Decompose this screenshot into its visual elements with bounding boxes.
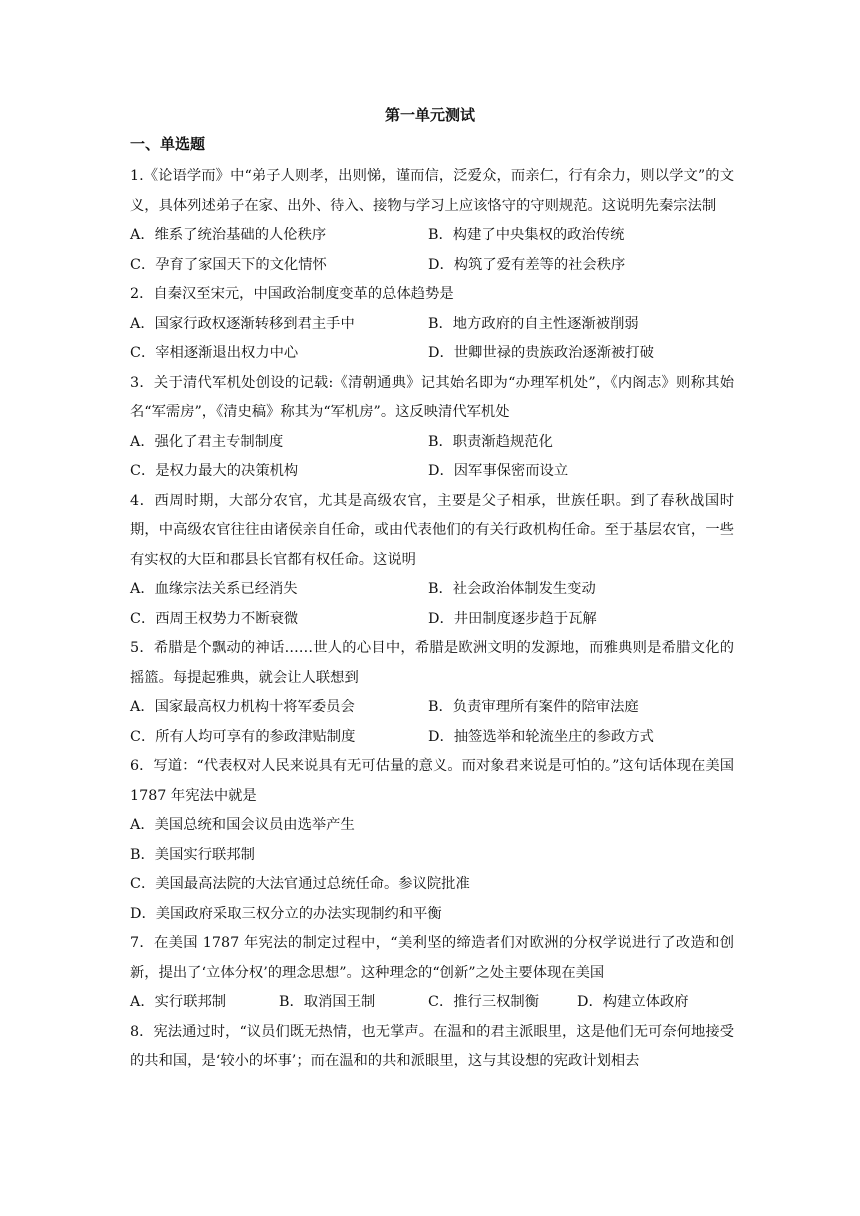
- option-c[interactable]: C．所有人均可享有的参政津贴制度: [130, 728, 356, 745]
- option-a[interactable]: A．强化了君主专制制度: [130, 433, 284, 450]
- question-stem: 6．写道：“代表权对人民来说具有无可估量的意义。而对象君来说是可怕的。”这句话体现在美国 1787 年宪法中就是: [130, 758, 734, 804]
- question-stem: 3．关于清代军机处创设的记载:《清朝通典》记其始名即为“办理军机处”，《内阁志》则称其始名“军需房”，《清史稿》称其为“军机房”。这反映清代军机处: [130, 374, 734, 420]
- question-2: [130, 280, 734, 369]
- option-d[interactable]: D．抽签选举和轮流坐庄的参政方式: [428, 728, 654, 745]
- option-c[interactable]: C．宰相逐渐退出权力中心: [130, 345, 299, 361]
- option-a[interactable]: A．实行联邦制: [130, 994, 227, 1010]
- question-stem: 7．在美国 1787 年宪法的制定过程中，“美利坚的缔造者们对欧洲的分权学说进行了改造和创新，提出了‘立体分权’的理念思想”。这种理念的“创新”之处主要体现在美国: [130, 935, 734, 981]
- question-6: [130, 752, 734, 929]
- question-stem: 4．西周时期，大部分农官，尤其是高级农官，主要是父子相承，世族任职。到了春秋战国时期，中高级农官往往由诸侯亲自任命，或由代表他们的有关行政机构任命。至于基层农官，一些有实权的大臣和郡县长官都有权任命。这说明: [130, 492, 734, 568]
- option-b[interactable]: B．取消国王制: [279, 994, 376, 1010]
- option-d[interactable]: D．因军事保密而设立: [428, 463, 569, 479]
- option-a[interactable]: A．国家最高权力机构十将军委员会: [130, 699, 355, 715]
- option-c[interactable]: C．是权力最大的决策机构: [130, 463, 299, 479]
- option-b[interactable]: B．负责审理所有案件的陪审法庭: [428, 699, 639, 715]
- option-b[interactable]: B．构建了中央集权的政治传统: [428, 227, 625, 243]
- option-c[interactable]: C．孕育了家国天下的文化情怀: [130, 256, 327, 273]
- question-list: [130, 162, 734, 1077]
- option-b[interactable]: B．美国实行联邦制: [130, 846, 255, 863]
- option-grid: [130, 988, 734, 1018]
- question-stem: 8．宪法通过时，“议员们既无热情，也无掌声。在温和的君主派眼里，这是他们无可奈何地接受的共和国，是‘较小的坏事’；而在温和的共和派眼里，这与其设想的宪政计划相去: [130, 1023, 734, 1069]
- question-5: [130, 634, 734, 752]
- question-1: [130, 162, 734, 280]
- option-d[interactable]: D．构建立体政府: [577, 994, 689, 1010]
- question-stem: 5．希腊是个飘动的神话……世人的心目中，希腊是欧洲文明的发源地，而雅典则是希腊文化的摇篮。每提起雅典，就会让人联想到: [130, 640, 734, 686]
- option-c[interactable]: C．推行三权制衡: [428, 994, 540, 1010]
- question-8: [130, 1018, 734, 1077]
- option-grid: [130, 693, 734, 752]
- option-b[interactable]: B．社会政治体制发生变动: [428, 581, 596, 597]
- option-c[interactable]: C．西周王权势力不断衰微: [130, 610, 299, 627]
- option-a[interactable]: A．美国总统和国会议员由选举产生: [130, 817, 355, 833]
- option-a[interactable]: A．国家行政权逐渐转移到君主手中: [130, 315, 355, 332]
- option-grid: [130, 221, 734, 280]
- option-c[interactable]: C．美国最高法院的大法官通过总统任命。参议院批准: [130, 876, 470, 892]
- option-d[interactable]: D．美国政府采取三权分立的办法实现制约和平衡: [130, 905, 442, 922]
- option-b[interactable]: B．地方政府的自主性逐渐被削弱: [428, 315, 639, 332]
- option-a[interactable]: A．血缘宗法关系已经消失: [130, 581, 298, 597]
- option-b[interactable]: B．职责渐趋规范化: [428, 433, 553, 450]
- section-heading: 一、单选题: [130, 135, 206, 153]
- option-list: [130, 811, 734, 929]
- page-title: 第一单元测试: [384, 106, 475, 124]
- option-grid: [130, 575, 734, 634]
- option-grid: [130, 428, 734, 487]
- option-a[interactable]: A．维系了统治基础的人伦秩序: [130, 227, 327, 243]
- question-4: [130, 487, 734, 635]
- option-d[interactable]: D．井田制度逐步趋于瓦解: [428, 610, 597, 627]
- option-d[interactable]: D．构筑了爱有差等的社会秩序: [428, 256, 626, 273]
- question-3: [130, 369, 734, 487]
- question-stem: 2．自秦汉至宋元，中国政治制度变革的总体趋势是: [130, 286, 454, 302]
- question-7: [130, 929, 734, 1018]
- question-stem: 1.《论语学而》中“弟子人则孝，出则悌，谨而信，泛爱众，而亲仁，行有余力，则以学文”的文义，具体列述弟子在家、出外、待入、接物与学习上应该恪守的守则规范。这说明先秦宗法制: [130, 168, 734, 214]
- option-d[interactable]: D．世卿世禄的贵族政治逐渐被打破: [428, 345, 654, 361]
- option-grid: [130, 310, 734, 369]
